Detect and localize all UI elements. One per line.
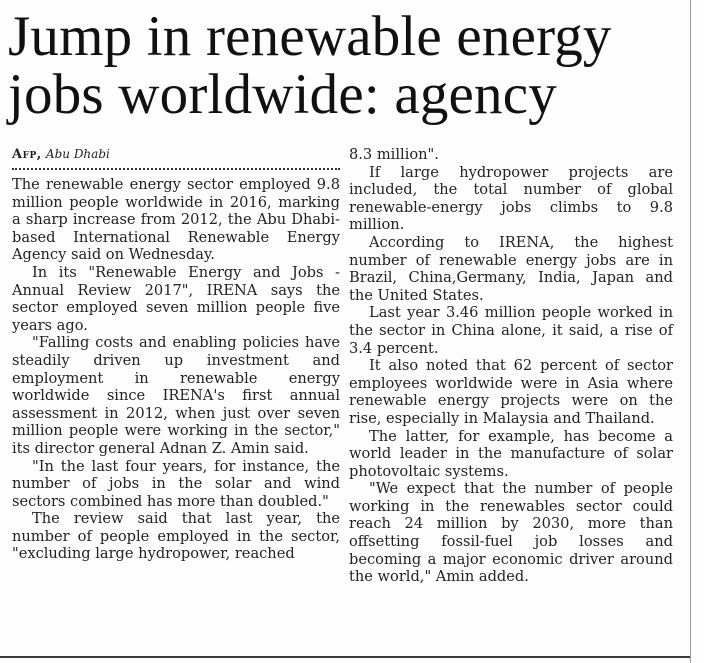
dotted-separator <box>12 168 340 170</box>
byline <box>12 146 340 168</box>
paragraph: The latter, for example, has become a world leader in the manufacture of solar photovoltaic systems. <box>349 427 673 480</box>
column-rule-right <box>690 0 691 663</box>
headline-line-1: Jump in renewable energy <box>8 5 612 68</box>
paragraph: "In the last four years, for instance, the number of jobs in the solar and wind sectors combined has more than doubled." <box>12 457 340 510</box>
paragraph: The review said that last year, the number of people employed in the sector, "excluding large hydropower, reached <box>12 510 340 563</box>
paragraph: According to IRENA, the highest number of renewable energy jobs are in Brazil, China,Germany, India, Japan and the United States. <box>349 233 673 304</box>
paragraph: The renewable energy sector employed 9.8 million people worldwide in 2016, marking a sharp increase from 2012, the Abu Dhabi-based International Renewable Energy Agency said on Wednesday. <box>12 176 340 264</box>
byline-place: Abu Dhabi <box>45 147 110 161</box>
headline-line-2: jobs worldwide: agency <box>8 63 557 126</box>
article-column-right <box>349 146 673 586</box>
paragraph: In its "Renewable Energy and Jobs - Annual Review 2017", IRENA says the sector employed seven million people five years ago. <box>12 263 340 334</box>
paragraph: 8.3 million". <box>349 146 439 163</box>
headline <box>8 5 698 126</box>
paragraph: Last year 3.46 million people worked in the sector in China alone, it said, a rise of 3.4 percent. <box>349 304 673 357</box>
paragraph: "We expect that the number of people working in the renewables sector could reach 24 million by 2030, more than offsetting fossil-fuel job losses and becoming a major economic driver around the world," Amin added. <box>349 480 673 586</box>
bottom-rule <box>0 656 690 658</box>
article-column-left <box>12 146 340 563</box>
byline-agency: Afp, <box>12 147 42 162</box>
paragraph: It also noted that 62 percent of sector employees worldwide were in Asia where renewable energy projects were on the rise, especially in Malaysia and Thailand. <box>349 357 673 427</box>
paragraph: "Falling costs and enabling policies have steadily driven up investment and employment in renewable energy worldwide since IRENA's first annual assessment in 2012, when just over seven million people were working in the sector," its director general Adnan Z. Amin said. <box>12 334 340 457</box>
paragraph: If large hydropower projects are included, the total number of global renewable-energy jobs climbs to 9.8 million. <box>349 163 673 234</box>
